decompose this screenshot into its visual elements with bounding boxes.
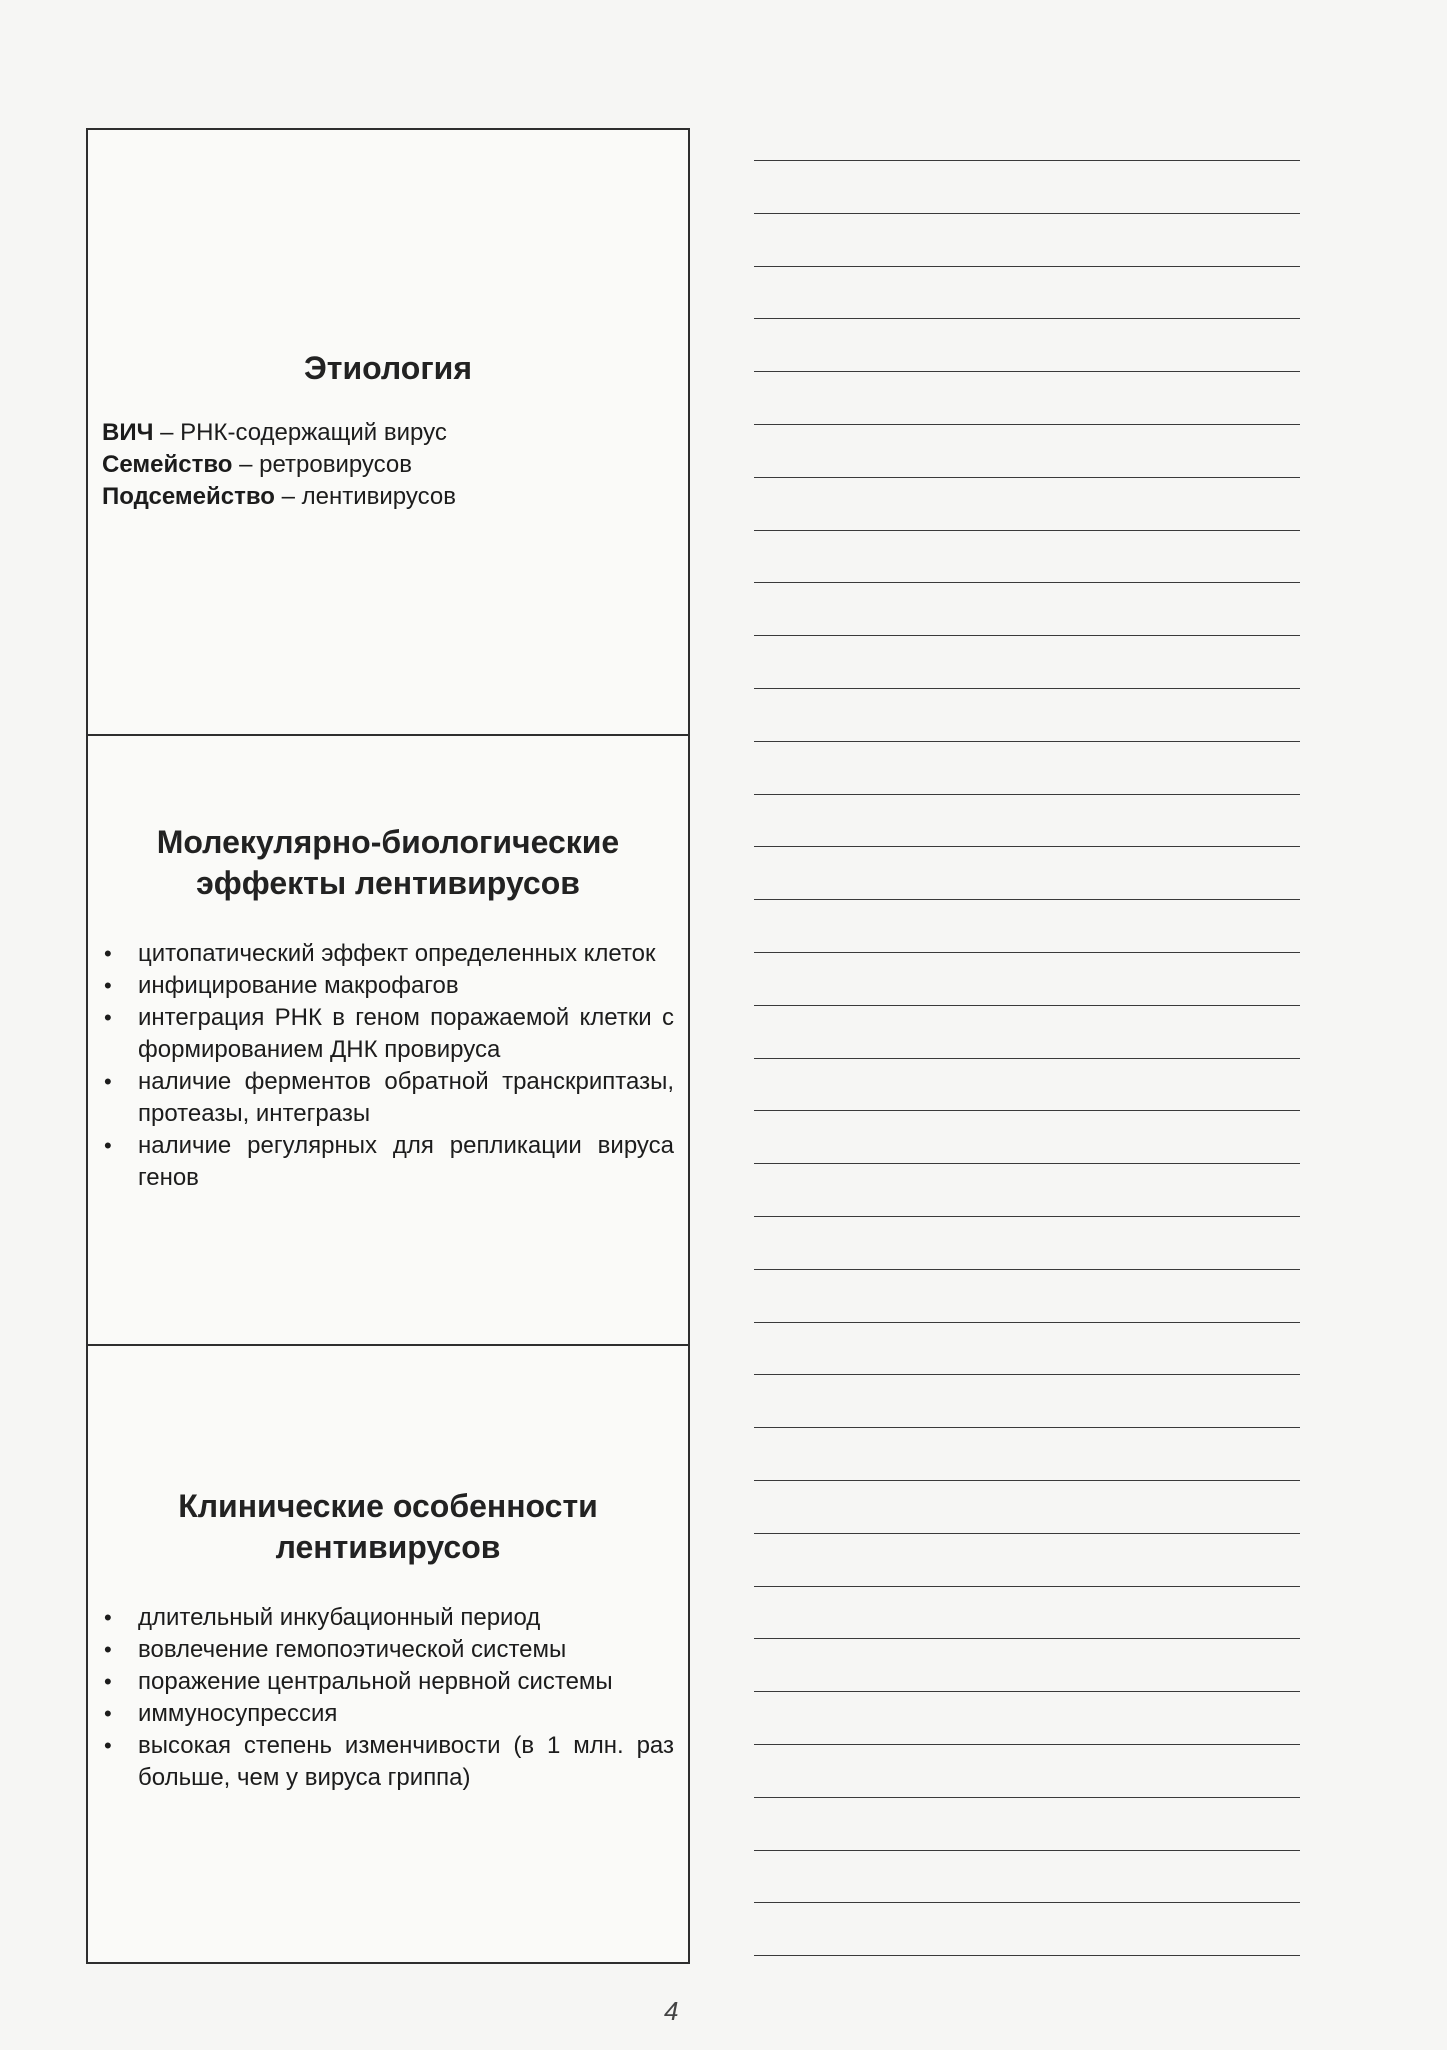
note-line [754, 1638, 1300, 1639]
list-item: • иммуносупрессия [102, 1698, 674, 1730]
note-line [754, 1110, 1300, 1111]
note-line [754, 794, 1300, 795]
note-line [754, 1744, 1300, 1745]
slide-title: Клинические особенности лентивирусов [178, 1488, 598, 1565]
note-line [754, 688, 1300, 689]
note-line [754, 1850, 1300, 1851]
slide-title: Молекулярно-биологические эффекты лентивирусов [156, 824, 620, 901]
note-line [754, 1269, 1300, 1270]
note-line [754, 1216, 1300, 1217]
list-item: • интеграция РНК в геном поражаемой клетки с формированием ДНК провируса [102, 1002, 674, 1066]
note-line [754, 952, 1300, 953]
note-line [754, 1058, 1300, 1059]
note-line [754, 424, 1300, 425]
bullet-list [102, 938, 674, 1194]
list-item: • высокая степень изменчивости (в 1 млн. раз больше, чем у вируса гриппа) [102, 1730, 674, 1794]
note-line [754, 1797, 1300, 1798]
list-item: • вовлечение гемопоэтической системы [102, 1634, 674, 1666]
list-item: • длительный инкубационный период [102, 1602, 674, 1634]
etiology-lines [102, 417, 674, 513]
list-item: • цитопатический эффект определенных клеток [102, 938, 674, 970]
note-line [754, 1902, 1300, 1903]
slide-etiology [88, 130, 688, 736]
list-item: • поражение центральной нервной системы [102, 1666, 674, 1698]
note-line [754, 1586, 1300, 1587]
note-line [754, 635, 1300, 636]
note-line [754, 741, 1300, 742]
note-line [754, 1480, 1300, 1481]
list-item: • наличие ферментов обратной транскриптазы, протеазы, интегразы [102, 1066, 674, 1130]
page-number: 4 [664, 1996, 679, 2026]
note-line [754, 1691, 1300, 1692]
etiology-line-hiv: ВИЧ – РНК-содержащий вирус [102, 419, 447, 446]
note-line [754, 371, 1300, 372]
etiology-line-subfamily: Подсемейство – лентивирусов [102, 483, 456, 510]
notes-lines-area [754, 0, 1300, 1960]
note-line [754, 318, 1300, 319]
bullet-list [102, 1602, 674, 1794]
note-line [754, 266, 1300, 267]
slide-title: Этиология [304, 350, 472, 386]
note-line [754, 160, 1300, 161]
note-line [754, 1322, 1300, 1323]
note-line [754, 846, 1300, 847]
etiology-line-family: Семейство – ретровирусов [102, 451, 413, 478]
note-line [754, 213, 1300, 214]
list-item: • инфицирование макрофагов [102, 970, 674, 1002]
note-line [754, 1163, 1300, 1164]
note-line [754, 899, 1300, 900]
note-line [754, 1374, 1300, 1375]
note-line [754, 530, 1300, 531]
note-line [754, 1955, 1300, 1956]
note-line [754, 582, 1300, 583]
slides-column [86, 128, 690, 1964]
slide-molecular-effects [88, 736, 688, 1346]
slide-clinical-features [88, 1346, 688, 1962]
note-line [754, 1533, 1300, 1534]
note-line [754, 477, 1300, 478]
note-line [754, 1427, 1300, 1428]
note-line [754, 1005, 1300, 1006]
list-item: • наличие регулярных для репликации вируса генов [102, 1130, 674, 1194]
